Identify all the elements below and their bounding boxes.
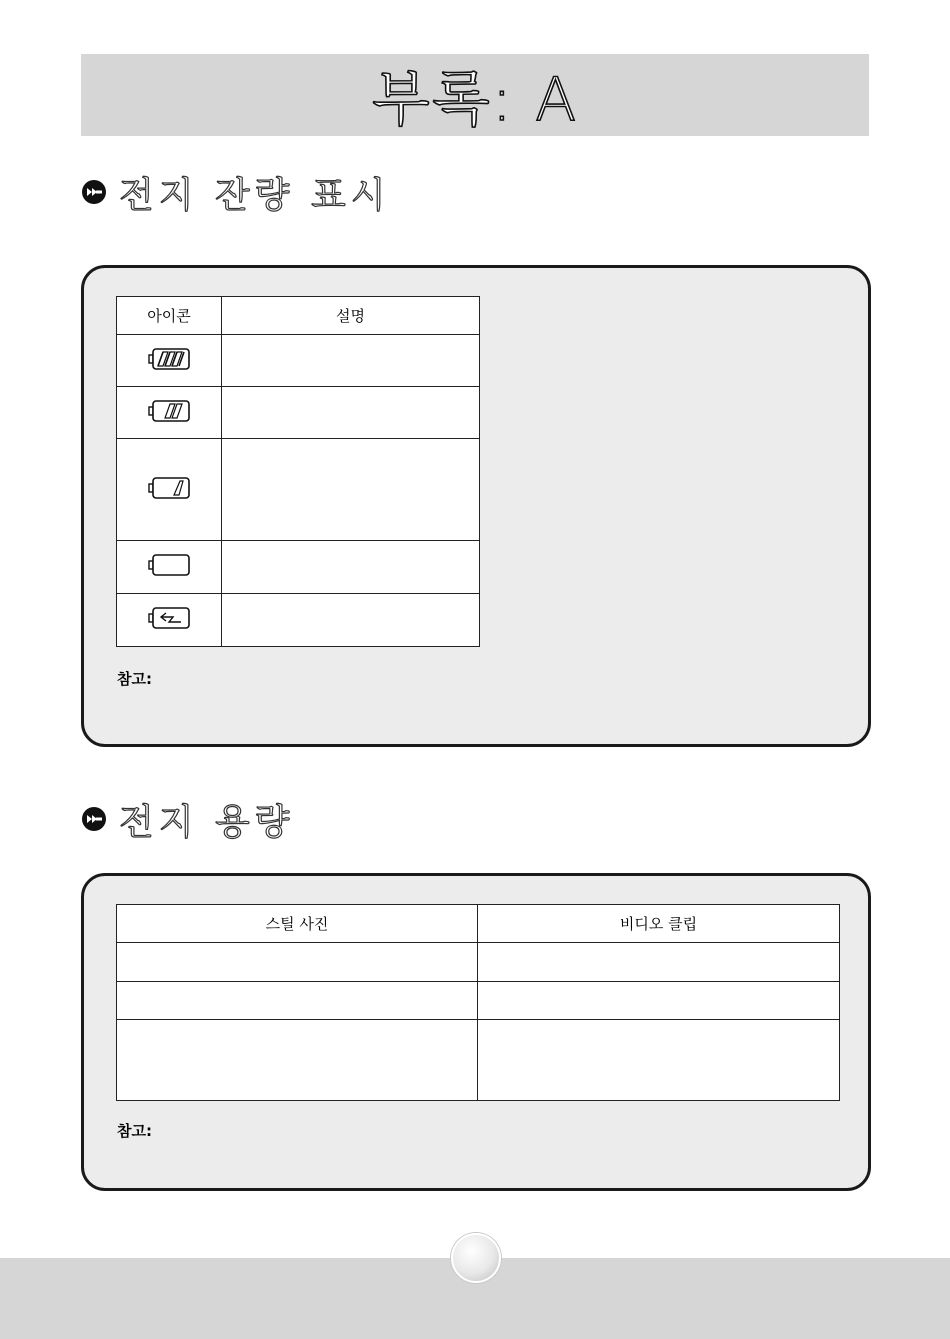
table-header-row [117, 297, 480, 335]
description-cell [222, 387, 480, 439]
table-header-row [117, 905, 840, 943]
arrow-bullet-icon [81, 179, 107, 205]
title-bar [81, 54, 869, 136]
battery-empty-icon [147, 552, 191, 578]
description-cell [222, 594, 480, 647]
battery-charging-icon [147, 605, 191, 631]
header-still-photo: 스틸 사진 [117, 905, 478, 943]
description-cell [222, 335, 480, 387]
capacity-note-label: 참고: [117, 1122, 152, 1140]
table-row [117, 335, 480, 387]
header-icon: 아이콘 [117, 297, 222, 335]
arrow-bullet-icon [81, 806, 107, 832]
capacity-section-heading [81, 797, 295, 841]
table-row [117, 594, 480, 647]
page-title: 부록: A [371, 65, 579, 135]
battery-two-thirds-icon [147, 398, 191, 424]
video-clip-cell [478, 982, 840, 1020]
description-cell [222, 541, 480, 594]
table-row [117, 387, 480, 439]
table-row [117, 943, 840, 982]
battery-one-third-icon [147, 475, 191, 501]
table-row [117, 541, 480, 594]
table-row [117, 982, 840, 1020]
battery-section-title: 전지 잔량 표시 [119, 174, 391, 216]
battery-capacity-panel [81, 873, 871, 1191]
video-clip-cell [478, 1020, 840, 1101]
table-row [117, 439, 480, 541]
still-photo-cell [117, 1020, 478, 1101]
battery-indicator-table [116, 296, 480, 647]
header-description: 설명 [222, 297, 480, 335]
capacity-section-title: 전지 용량 [119, 801, 295, 843]
video-clip-cell [478, 943, 840, 982]
still-photo-cell [117, 982, 478, 1020]
battery-indicator-panel [81, 265, 871, 747]
still-photo-cell [117, 943, 478, 982]
description-cell [222, 439, 480, 541]
page-number-badge [451, 1233, 501, 1283]
header-video-clip: 비디오 클립 [478, 905, 840, 943]
table-row [117, 1020, 840, 1101]
battery-note-label: 참고: [117, 670, 152, 688]
battery-capacity-table [116, 904, 840, 1101]
battery-full-icon [147, 346, 191, 372]
battery-section-heading [81, 170, 391, 214]
